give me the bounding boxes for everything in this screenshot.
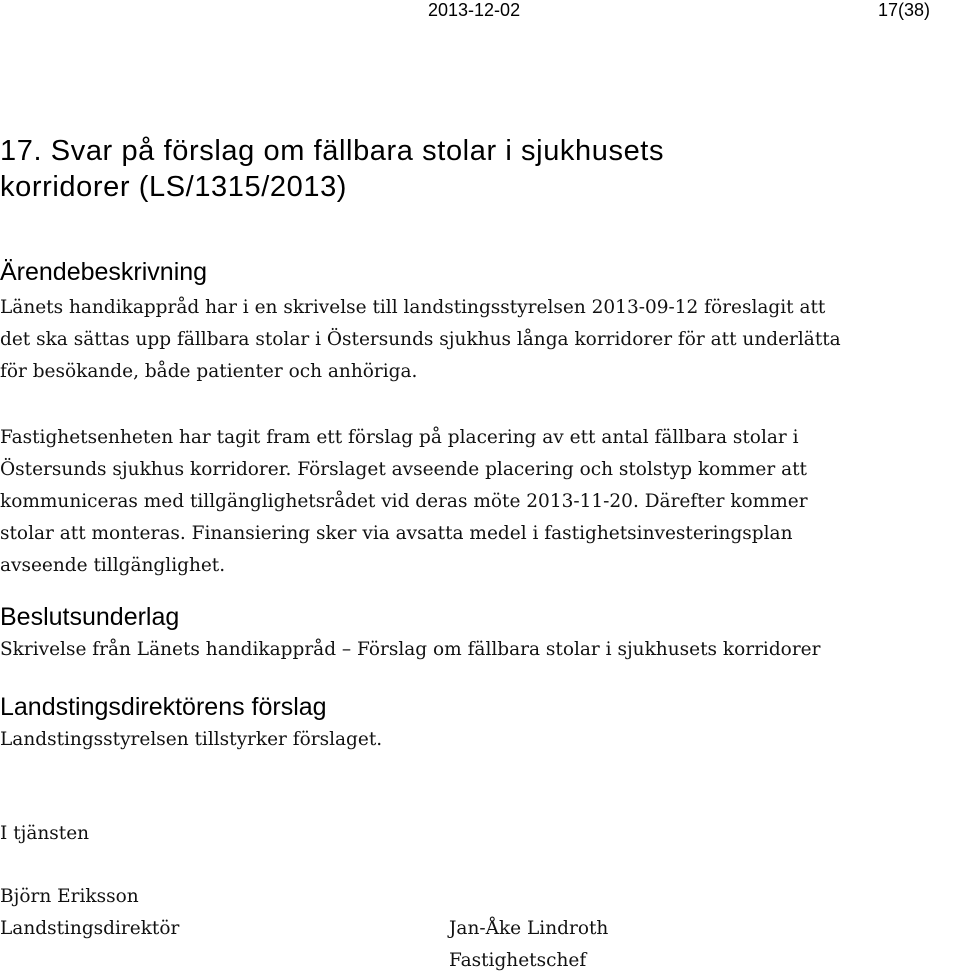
paragraph-2 xyxy=(0,422,808,582)
beslutsunderlag-text: Skrivelse från Länets handikappråd – Förslag om fällbara stolar i sjukhusets korridorer xyxy=(0,639,821,660)
paragraph-1-line: för besökande, både patienter och anhöriga. xyxy=(0,361,418,382)
paragraph-1-line: det ska sättas upp fällbara stolar i Östersunds sjukhus långa korridorer för att underlätta xyxy=(0,329,841,350)
signer-1-name: Björn Eriksson xyxy=(0,886,139,907)
paragraph-2-line: avseende tillgänglighet. xyxy=(0,555,226,576)
signer-2-title: Fastighetschef xyxy=(449,950,587,971)
signer-1-title: Landstingsdirektör xyxy=(0,918,180,939)
paragraph-2-line: stolar att monteras. Finansiering sker via avsatta medel i fastighetsinvesteringsplan xyxy=(0,523,793,544)
page-title-line-2: korridorer (LS/1315/2013) xyxy=(0,171,348,203)
heading-arendebeskrivning: Ärendebeskrivning xyxy=(0,258,208,286)
heading-landstingsdirektorens-forslag: Landstingsdirektörens förslag xyxy=(0,693,327,721)
header-date: 2013-12-02 xyxy=(428,0,521,20)
closing-text: I tjänsten xyxy=(0,823,90,844)
paragraph-1 xyxy=(0,292,841,388)
paragraph-1-line: Länets handikappråd har i en skrivelse till landstingsstyrelsen 2013-09-12 föreslagit att xyxy=(0,297,826,318)
page-title-line-1: 17. Svar på förslag om fällbara stolar i sjukhusets xyxy=(0,135,665,167)
signer-2-name: Jan-Åke Lindroth xyxy=(449,918,609,939)
forslag-text: Landstingsstyrelsen tillstyrker förslaget. xyxy=(0,729,383,750)
paragraph-2-line: Fastighetsenheten har tagit fram ett förslag på placering av ett antal fällbara stolar i xyxy=(0,427,799,448)
paragraph-2-line: Östersunds sjukhus korridorer. Förslaget avseende placering och stolstyp kommer att xyxy=(0,459,807,480)
paragraph-2-line: kommuniceras med tillgänglighetsrådet vid deras möte 2013-11-20. Därefter kommer xyxy=(0,491,808,512)
header-page-number: 17(38) xyxy=(878,0,931,20)
heading-beslutsunderlag: Beslutsunderlag xyxy=(0,603,180,631)
